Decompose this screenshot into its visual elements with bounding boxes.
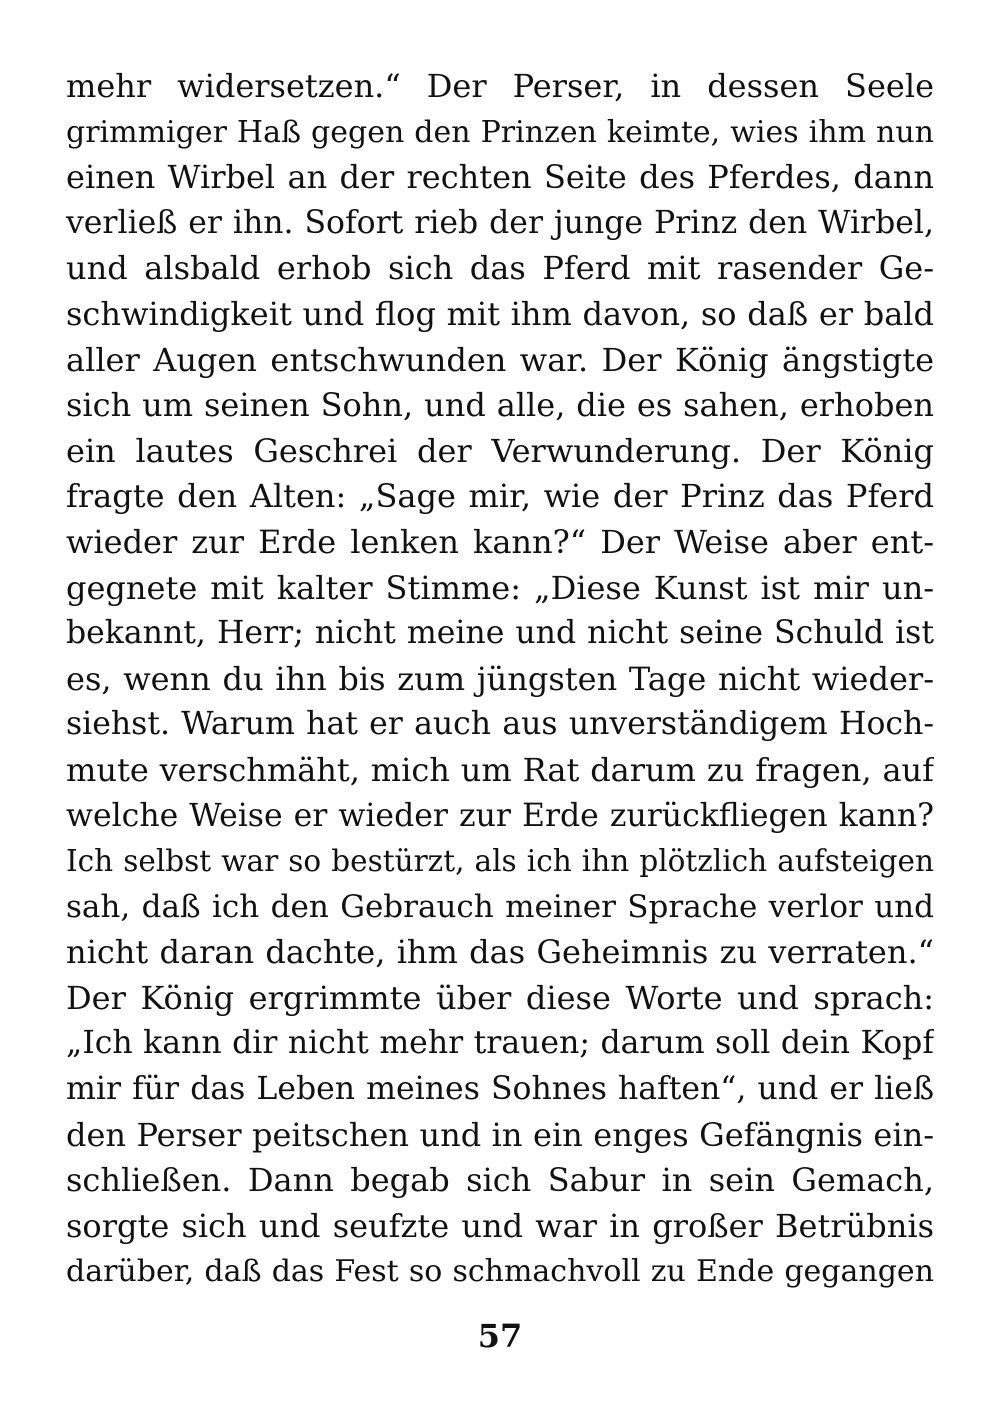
text-line: „Ich kann dir nicht mehr trauen; darum soll dein Kopf <box>66 1025 934 1062</box>
text-line: und alsbald erhob sich das Pferd mit rasender Ge- <box>66 249 934 288</box>
text-line: welche Weise er wieder zur Erde zurückfliegen kann? <box>66 797 934 834</box>
text-line: Ich selbst war so bestürzt, als ich ihn plötzlich aufsteigen <box>66 844 934 879</box>
body-text <box>66 64 934 1295</box>
text-line: sorgte sich und seufzte und war in großer Betrübnis <box>66 1206 934 1245</box>
page-number: 57 <box>477 1317 523 1355</box>
text-line: verließ er ihn. Sofort rieb der junge Prinz den Wirbel, <box>66 204 934 241</box>
text-line: es, wenn du ihn bis zum jüngsten Tage nicht wieder- <box>66 659 934 698</box>
text-line: gegnete mit kalter Stimme: „Diese Kunst ist mir un- <box>66 568 934 607</box>
text-line: mute verschmäht, mich um Rat darum zu fragen, auf <box>66 750 934 789</box>
text-line: schließen. Dann begab sich Sabur in sein Gemach, <box>66 1161 934 1200</box>
text-line: sich um seinen Sohn, und alle, die es sahen, erhoben <box>66 386 934 425</box>
text-line: sah, daß ich den Gebrauch meiner Sprache verlor und <box>66 888 934 925</box>
text-line: mir für das Leben meines Sohnes haften“, und er ließ <box>66 1071 934 1108</box>
text-line: den Perser peitschen und in ein enges Gefängnis ein- <box>66 1115 934 1154</box>
text-line: darüber, daß das Fest so schmachvoll zu Ende gegangen <box>66 1254 934 1290</box>
text-line: schwindigkeit und flog mit ihm davon, so daß er bald <box>66 294 934 333</box>
text-line: nicht daran dachte, ihm das Geheimnis zu verraten.“ <box>66 933 934 972</box>
text-line: mehr widersetzen.“ Der Perser, in dessen Seele <box>66 67 934 105</box>
text-line: grimmiger Haß gegen den Prinzen keimte, wies ihm nun <box>66 114 934 150</box>
text-line: fragte den Alten: „Sage mir, wie der Prinz das Pferd <box>66 477 934 516</box>
text-line: ein lautes Geschrei der Verwunderung. Der König <box>66 431 934 470</box>
text-line: einen Wirbel an der rechten Seite des Pferdes, dann <box>66 158 934 197</box>
text-line: wieder zur Erde lenken kann?“ Der Weise aber ent- <box>66 522 934 561</box>
text-line: siehst. Warum hat er auch aus unverständigem Hoch- <box>66 706 934 743</box>
text-line: Der König ergrimmte über diese Worte und sprach: <box>66 978 934 1017</box>
text-line: bekannt, Herr; nicht meine und nicht seine Schuld ist <box>66 615 934 652</box>
text-line: aller Augen entschwunden war. Der König ängstigte <box>66 340 934 379</box>
